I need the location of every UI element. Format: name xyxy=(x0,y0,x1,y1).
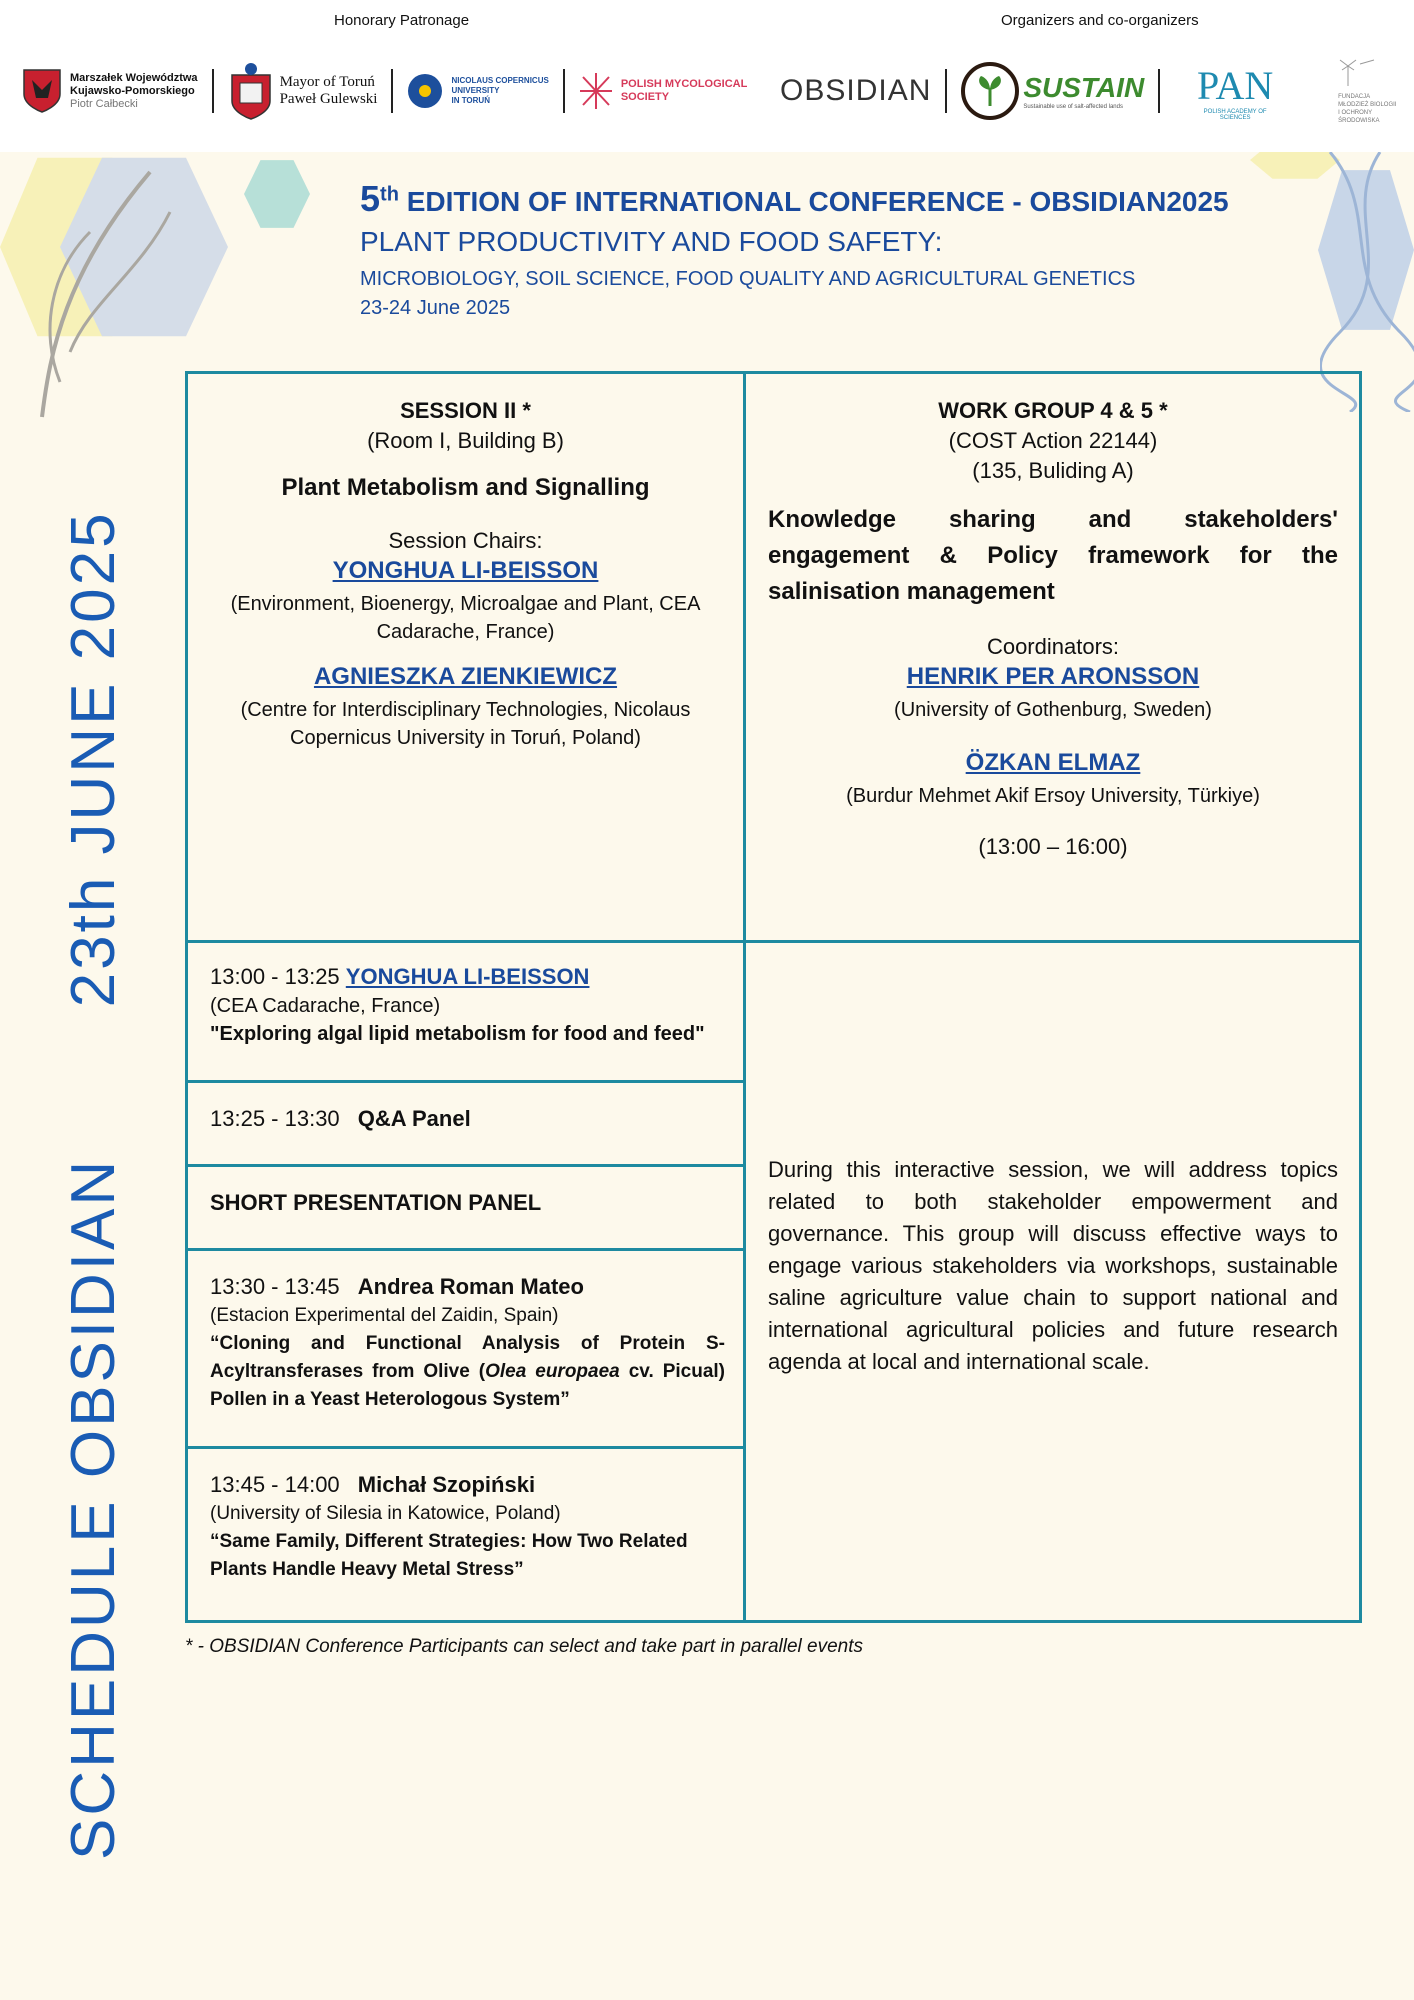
talk1-cell xyxy=(210,962,725,1048)
divider xyxy=(1158,69,1160,113)
conference-title xyxy=(360,178,1229,320)
mycological-line1: POLISH MYCOLOGICAL xyxy=(620,78,748,90)
honorary-logos xyxy=(22,56,747,126)
talk3-title: “Same Family, Different Strategies: How Two Related Plants Handle Heavy Metal Stress” xyxy=(210,1531,688,1580)
mayor-line2: Paweł Gulewski xyxy=(279,91,378,107)
chair1-affiliation: (Environment, Bioenergy, Microalgae and Plant, CEA Cadarache, France) xyxy=(230,593,701,643)
divider xyxy=(563,69,565,113)
divider xyxy=(391,69,393,113)
qa-cell xyxy=(210,1104,725,1134)
coordinators-label: Coordinators: xyxy=(986,634,1120,659)
nicolaus-line3: IN TORUŃ xyxy=(451,96,490,105)
sustain-logo xyxy=(961,62,1144,120)
organizers-label: Organizers and co-organizers xyxy=(1001,12,1199,29)
talk2-affiliation: (Estacion Experimental del Zaidin, Spain) xyxy=(210,1305,559,1326)
row-divider xyxy=(188,940,1359,943)
side-schedule-label: SCHEDULE OBSIDIAN xyxy=(59,1157,128,1860)
fundacja-line3: I OCHRONY ŚRODOWISKA xyxy=(1338,109,1380,124)
workgroup-cost: (COST Action 22144) xyxy=(948,428,1158,453)
title-line3: MICROBIOLOGY, SOIL SCIENCE, FOOD QUALITY AND AGRICULTURAL GENETICS xyxy=(360,268,1136,290)
sustain-name: SUSTAIN xyxy=(1023,72,1145,103)
coordinator2-affiliation: (Burdur Mehmet Akif Ersoy University, Türkiye) xyxy=(846,785,1260,807)
nicolaus-line1: NICOLAUS COPERNICUS xyxy=(451,76,549,85)
mayor-line1: Mayor of Toruń xyxy=(279,74,375,90)
side-date-label: 23th JUNE 2025 xyxy=(59,510,128,1008)
talk3-speaker: Michał Szopiński xyxy=(357,1472,536,1497)
pan-name: PAN xyxy=(1196,62,1274,108)
column-divider xyxy=(743,374,746,1620)
workgroup-time: (13:00 – 16:00) xyxy=(978,834,1128,859)
chair2-name-link[interactable]: AGNIESZKA ZIENKIEWICZ xyxy=(313,663,618,690)
mayor-logo xyxy=(228,61,378,121)
sustain-subtitle: Sustainable use of salt-affected lands xyxy=(1023,104,1123,110)
pan-subtitle: POLISH ACADEMY OF SCIENCES xyxy=(1203,108,1267,121)
divider xyxy=(945,69,947,113)
mushroom-gills-icon xyxy=(579,71,613,111)
coordinator1-affiliation: (University of Gothenburg, Sweden) xyxy=(894,699,1212,721)
header-bar xyxy=(0,0,1414,152)
sprout-icon xyxy=(961,62,1019,120)
obsidian-logo: OBSIDIAN xyxy=(780,74,932,107)
talk3-cell xyxy=(210,1470,725,1584)
edition-title: EDITION OF INTERNATIONAL CONFERENCE - OBSIDIAN2025 xyxy=(406,186,1229,217)
decorative-leaf-icon xyxy=(30,152,180,422)
qa-label: Q&A Panel xyxy=(357,1106,471,1131)
session-header-cell xyxy=(208,396,723,752)
workgroup-title: WORK GROUP 4 & 5 * xyxy=(938,398,1168,423)
footnote: * - OBSIDIAN Conference Participants can select and take part in parallel events xyxy=(185,1636,864,1657)
marszalek-line3: Piotr Całbecki xyxy=(70,97,138,110)
university-seal-icon xyxy=(407,73,443,109)
talk2-cell xyxy=(210,1272,725,1414)
coordinator2-name-link[interactable]: ÖZKAN ELMAZ xyxy=(965,749,1141,776)
talk2-title-part2: cv. Picual) Pollen in a Yeast Heterologous System” xyxy=(210,1361,725,1410)
talk3-affiliation: (University of Silesia in Katowice, Poland) xyxy=(210,1503,561,1524)
honorary-patronage-label: Honorary Patronage xyxy=(334,12,470,29)
talk1-speaker-link[interactable]: YONGHUA LI-BEISSON xyxy=(345,964,590,989)
nicolaus-line2: UNIVERSITY xyxy=(451,86,500,95)
decorative-hexagon-teal xyxy=(244,158,310,230)
talk1-title: "Exploring algal lipid metabolism for food and feed" xyxy=(210,1023,705,1045)
mycological-line2: SOCIETY xyxy=(620,91,670,103)
talk1-affiliation: (CEA Cadarache, France) xyxy=(210,995,441,1017)
edition-superscript: th xyxy=(380,183,399,206)
talk2-title xyxy=(210,1330,725,1414)
talk2-title-part1: “Cloning and Functional Analysis of Protein S-Acyltransferases from Olive ( xyxy=(210,1333,725,1382)
session-topic: Plant Metabolism and Signalling xyxy=(281,474,650,501)
mycological-society-logo xyxy=(579,71,748,111)
schedule-table xyxy=(185,371,1362,1623)
talk2-time: 13:30 - 13:45 xyxy=(210,1274,340,1299)
session-room: (Room I, Building B) xyxy=(367,428,564,453)
marszalek-line2: Kujawsko-Pomorskiego xyxy=(70,84,195,97)
session-chairs-label: Session Chairs: xyxy=(388,528,543,553)
short-panel-cell xyxy=(210,1188,725,1218)
talk2-title-species: Olea europaea xyxy=(485,1361,620,1382)
divider xyxy=(212,69,214,113)
fundacja-line2: MŁODZIEŻ BIOLOGII xyxy=(1338,101,1397,108)
row-divider xyxy=(188,1164,743,1167)
short-panel-label: SHORT PRESENTATION PANEL xyxy=(210,1190,542,1215)
talk3-time: 13:45 - 14:00 xyxy=(210,1472,340,1497)
marszalek-logo xyxy=(22,68,198,114)
fundacja-line1: FUNDACJA xyxy=(1338,93,1371,100)
chair2-affiliation: (Centre for Interdisciplinary Technologies, Nicolaus Copernicus University in Toruń, Poland) xyxy=(240,699,691,749)
workgroup-header-cell xyxy=(768,396,1338,862)
nicolaus-copernicus-logo xyxy=(407,73,548,109)
coat-of-arms-icon xyxy=(22,68,62,114)
marszalek-line1: Marszałek Województwa xyxy=(70,71,198,84)
torun-crest-icon xyxy=(228,61,274,121)
row-divider xyxy=(188,1248,743,1251)
organizer-logos xyxy=(780,56,1414,126)
workgroup-topic: Knowledge sharing and stakeholders' engagement & Policy framework for the salinisation management xyxy=(768,506,1338,605)
row-divider xyxy=(188,1080,743,1083)
coordinator1-name-link[interactable]: HENRIK PER ARONSSON xyxy=(906,663,1200,690)
fundacja-logo xyxy=(1338,58,1414,125)
talk1-time: 13:00 - 13:25 xyxy=(210,964,340,989)
pan-logo xyxy=(1188,62,1282,121)
edition-number: 5 xyxy=(360,178,381,219)
title-dates: 23-24 June 2025 xyxy=(360,297,511,319)
workgroup-description: During this interactive session, we will address topics related to both stakeholder empowerment and governance. This group will discuss effective ways to engage various stakeholders via workshops, sustainable saline agriculture value chain to support national and international agricultural policies and future research agenda at local and international scale. xyxy=(768,1157,1338,1374)
dandelion-icon xyxy=(1338,58,1378,88)
session-title: SESSION II * xyxy=(400,398,531,423)
chair1-name-link[interactable]: YONGHUA LI-BEISSON xyxy=(332,557,599,584)
title-line1 xyxy=(360,178,1229,220)
talk2-speaker: Andrea Roman Mateo xyxy=(357,1274,584,1299)
qa-time: 13:25 - 13:30 xyxy=(210,1106,340,1131)
row-divider xyxy=(188,1446,743,1449)
workgroup-room: (135, Buliding A) xyxy=(972,458,1134,483)
side-title xyxy=(58,460,129,1860)
title-line2: PLANT PRODUCTIVITY AND FOOD SAFETY: xyxy=(360,226,943,257)
